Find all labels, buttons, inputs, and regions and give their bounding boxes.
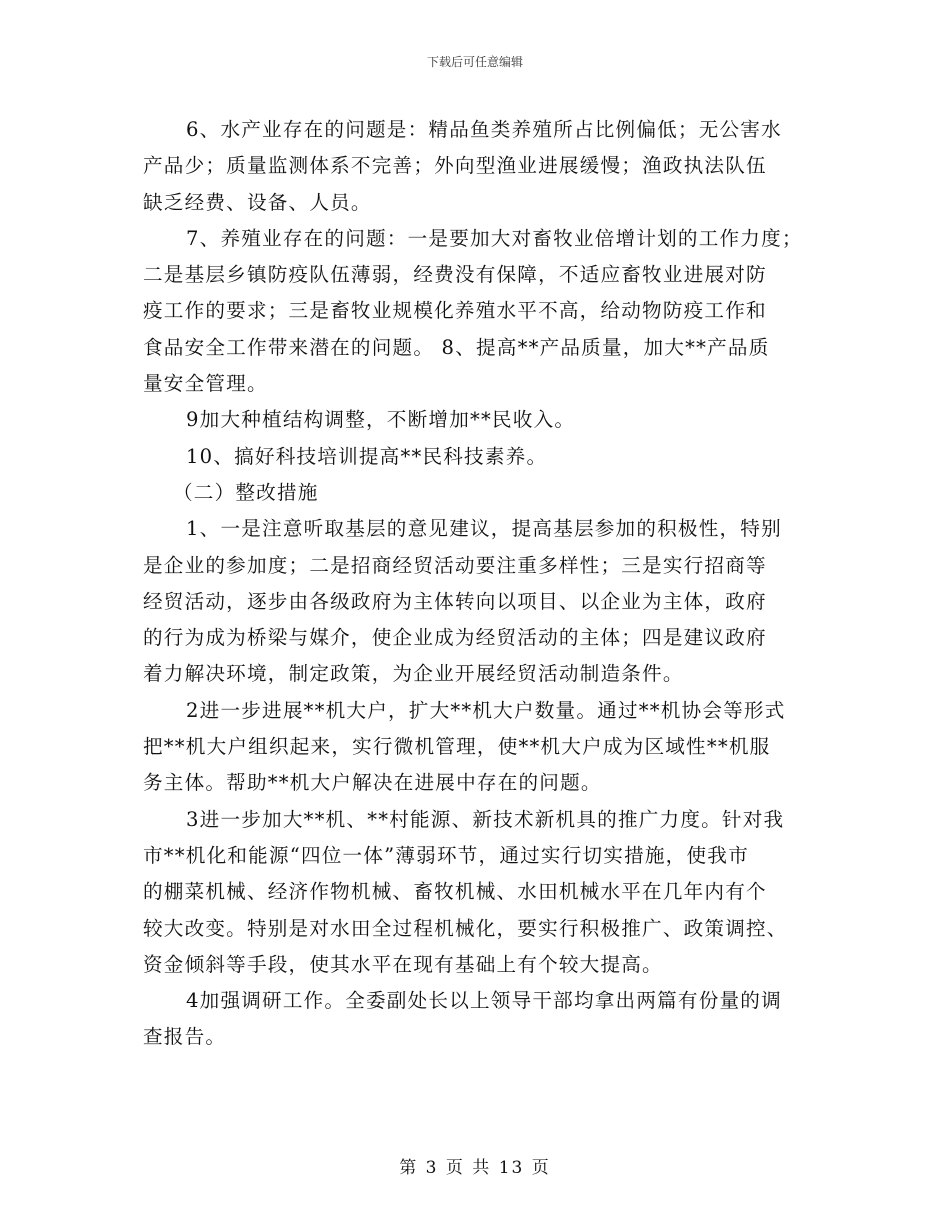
text-line: （二）整改措施 [173, 480, 319, 504]
text-line: 7、养殖业存在的问题：一是要加大对畜牧业倍增计划的工作力度； [186, 226, 803, 250]
text-line: 4加强调研工作。全委副处长以上领导干部均拿出两篇有份量的调 [186, 989, 782, 1013]
text-line: 6、水产业存在的问题是：精品鱼类养殖所占比例偏低；无公害水 [186, 118, 782, 141]
text-line: 10、搞好科技培训提高**民科技素养。 [186, 444, 548, 468]
text-line: 3进一步加大**机、**村能源、新技术新机具的推广力度。针对我 [186, 807, 785, 831]
page-header: 下载后可任意编辑 [426, 55, 523, 69]
page-footer: 第 3 页 共 13 页 [399, 1158, 551, 1178]
text-line: 着力解决环境，制定政策，为企业开展经贸活动制造条件。 [143, 662, 684, 686]
text-line: 把**机大户组织起来，实行微机管理，使**机大户成为区域性**机服 [143, 735, 771, 759]
text-line: 食品安全工作带来潜在的问题。 8、提高**产品质量，加大**产品质 [143, 335, 770, 359]
text-line: 市**机化和能源“四位一体”薄弱环节，通过实行切实措施，使我市 [143, 843, 749, 867]
text-line: 1、一是注意听取基层的意见建议，提高基层参加的积极性，特别 [186, 517, 782, 541]
text-line: 查报告。 [143, 1025, 227, 1049]
text-line: 较大改变。特别是对水田全过程机械化，要实行积极推广、政策调控、 [143, 916, 788, 940]
text-line: 9加大种植结构调整，不断增加**民收入。 [186, 408, 576, 432]
text-line: 资金倾斜等手段，使其水平在现有基础上有个较大提高。 [143, 952, 663, 976]
text-line: 缺乏经费、设备、人员。 [143, 190, 372, 214]
document-body [143, 112, 823, 1056]
text-line: 量安全管理。 [143, 372, 268, 396]
text-line: 产品少；质量监测体系不完善；外向型渔业进展缓慢；渔政执法队伍 [143, 154, 767, 178]
text-line: 二是基层乡镇防疫队伍薄弱，经费没有保障，不适应畜牧业进展对防 [143, 263, 767, 287]
text-line: 的棚菜机械、经济作物机械、畜牧机械、水田机械水平在几年内有个 [143, 880, 767, 904]
text-line: 经贸活动，逐步由各级政府为主体转向以项目、以企业为主体，政府 [143, 589, 767, 613]
text-line: 疫工作的要求；三是畜牧业规模化养殖水平不高，给动物防疫工作和 [143, 299, 767, 323]
text-line: 2进一步进展**机大户，扩大**机大户数量。通过**机协会等形式 [186, 698, 786, 722]
text-line: 的行为成为桥梁与媒介，使企业成为经贸活动的主体；四是建议政府 [143, 626, 767, 650]
text-line: 是企业的参加度；二是招商经贸活动要注重多样性；三是实行招商等 [143, 553, 767, 577]
text-line: 务主体。帮助**机大户解决在进展中存在的问题。 [143, 771, 602, 795]
